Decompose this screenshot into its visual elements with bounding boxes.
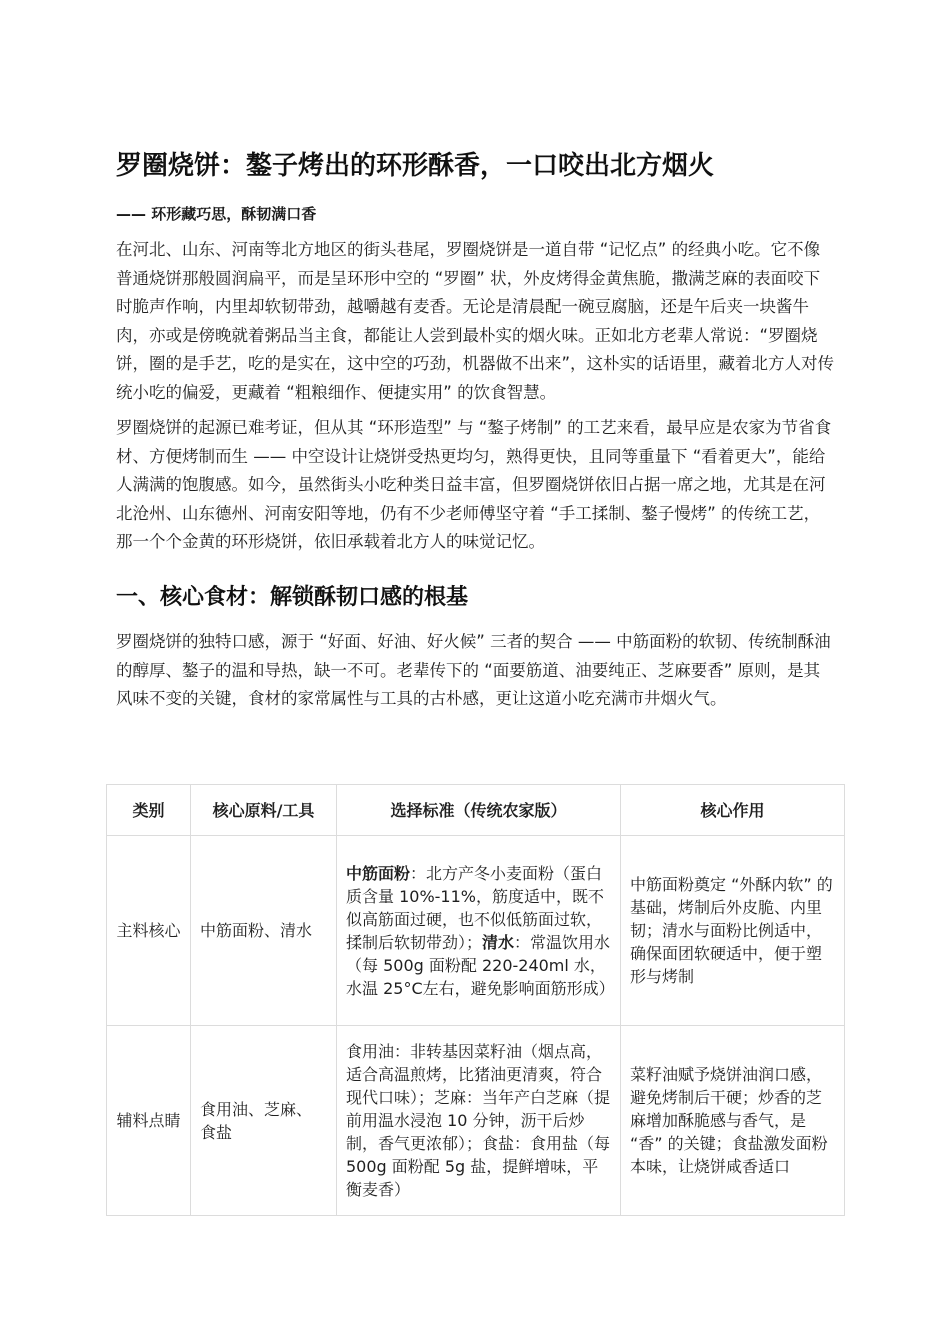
table-row [107,836,845,1026]
intro-paragraph-1: 在河北、山东、河南等北方地区的街头巷尾，罗圈烧饼是一道自带 “记忆点” 的经典小吃。它不像普通烧饼那般圆润扁平，而是呈环形中空的 “罗圈” 状，外皮烤得金黄焦脆，撒满芝麻的表面咬下时脆声作响，内里却软韧带劲，越嚼越有麦香。无论是清晨配一碗豆腐脑，还是午后夹一块酱牛肉，亦或是傍晚就着粥品当主食，都能让人尝到最朴实的烟火味。正如北方老辈人常说：“罗圈烧饼，圈的是手艺，吃的是实在，这中空的巧劲，机器做不出来”，这朴实的话语里，藏着北方人对传统小吃的偏爱，更藏着 “粗粮细作、便捷实用” 的饮食智慧。 [116,240,835,402]
cell-category: 主料核心 [107,836,191,1026]
header-role: 核心作用 [621,785,845,836]
section-1-heading: 一、核心食材：解锁酥韧口感的根基 [116,585,469,610]
header-category: 类别 [107,785,191,836]
standard-text: ：常温饮用水（每 500g 面粉配 220-240ml 水，水温 25°C左右，避免影响面筋形成） [346,932,615,998]
cell-category: 辅料点睛 [107,1026,191,1216]
article-subtitle: —— 环形藏巧思，酥韧满口香 [116,205,317,223]
intro-paragraph-2: 罗圈烧饼的起源已难考证，但从其 “环形造型” 与 “鏊子烤制” 的工艺来看，最早应是农家为节省食材、方便烤制而生 —— 中空设计让烧饼受热更均匀，熟得更快，且同等重量下 “看着更大”，能给人满满的饱腹感。如今，虽然街头小吃种类日益丰富，但罗圈烧饼依旧占据一席之地，尤其是在河北沧州、山东德州、河南安阳等地，仍有不少老师傅坚守着 “手工揉制、鏊子慢烤” 的传统工艺，那一个个金黄的环形烧饼，依旧承载着北方人的味觉记忆。 [116,418,832,551]
standard-bold-term: 中筋面粉 [346,863,411,883]
cell-standard: 食用油：非转基因菜籽油（烟点高，适合高温煎烤，比猪油更清爽，符合现代口味）；芝麻：当年产白芝麻（提前用温水浸泡 10 分钟，沥干后炒制，香气更浓郁）；食盐：食用盐（每 500g 面粉配 5g 盐，提鲜增味，平衡麦香） [337,1026,621,1216]
article-title: 罗圈烧饼：鏊子烤出的环形酥香，一口咬出北方烟火 [116,151,715,181]
section-1-paragraph: 罗圈烧饼的独特口感，源于 “好面、好油、好火候” 三者的契合 —— 中筋面粉的软韧、传统制酥油的醇厚、鏊子的温和导热，缺一不可。老辈传下的 “面要筋道、油要纯正、芝麻要香” 原则，是其风味不变的关键，食材的家常属性与工具的古朴感，更让这道小吃充满市井烟火气。 [116,632,831,708]
standard-bold-term: 清水 [482,932,515,952]
table-header-row [107,785,845,836]
cell-role: 菜籽油赋予烧饼油润口感，避免烤制后干硬；炒香的芝麻增加酥脆感与香气，是 “香” 的关键；食盐激发面粉本味，让烧饼咸香适口 [621,1026,845,1216]
cell-materials: 中筋面粉、清水 [191,836,337,1026]
ingredients-table [106,784,845,1216]
header-standard: 选择标准（传统农家版） [337,785,621,836]
cell-materials: 食用油、芝麻、食盐 [191,1026,337,1216]
cell-role: 中筋面粉奠定 “外酥内软” 的基础，烤制后外皮脆、内里韧；清水与面粉比例适中，确保面团软硬适中，便于塑形与烤制 [621,836,845,1026]
cell-standard [337,836,621,1026]
table-row [107,1026,845,1216]
standard-text: ：北方产冬小麦面粉（蛋白质含量 10%-11%，筋度适中，既不似高筋面过硬，也不似低筋面过软，揉制后软韧带劲）； [346,863,604,952]
header-materials: 核心原料/工具 [191,785,337,836]
